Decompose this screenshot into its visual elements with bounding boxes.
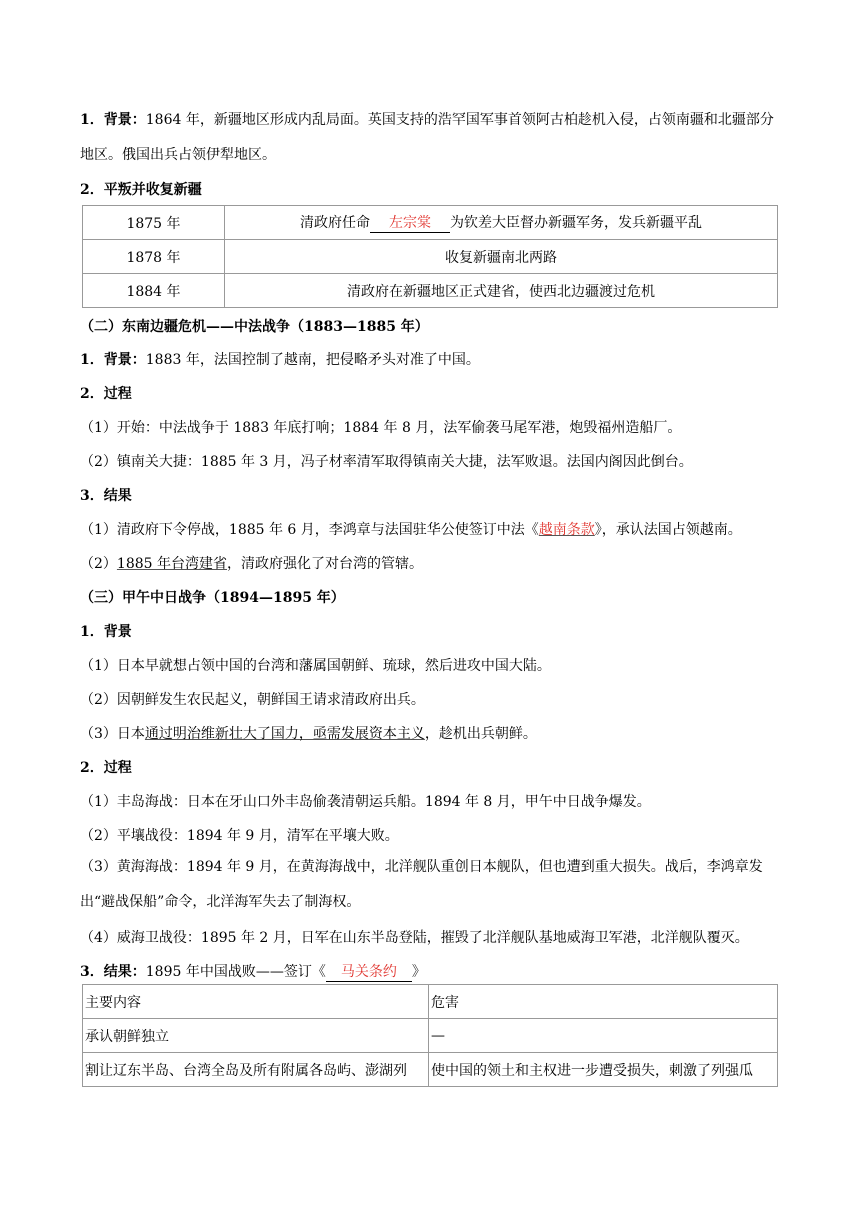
blank-answer: 马关条约 <box>340 964 397 980</box>
paragraph: （2）镇南关大捷：1885 年 3 月，冯子材率清军取得镇南关大捷，法军败退。法国内阁因此倒台。 <box>80 454 693 470</box>
paragraph <box>80 554 780 574</box>
section-heading: 3．结果 <box>80 488 132 504</box>
section-label: 3．结果： <box>80 964 146 980</box>
paragraph-text: 1864 年，新疆地区形成内乱局面。英国支持的浩罕国军事首领阿古柏趁机入侵，占领南疆和北疆部分地区。俄国出兵占领伊犁地区。 <box>80 112 774 163</box>
table-cell-year: 1884 年 <box>83 274 225 308</box>
paragraph: （4）威海卫战役：1895 年 2 月，日军在山东半岛登陆，摧毁了北洋舰队基地威海卫军港，北洋舰队覆灭。 <box>80 930 749 946</box>
table-header-harm: 危害 <box>429 985 778 1019</box>
paragraph-text: （3）日本 <box>80 726 145 742</box>
table-row <box>83 206 778 240</box>
paragraph: （1）丰岛海战：日本在牙山口外丰岛偷袭清朝运兵船。1894 年 8 月，甲午中日战争爆发。 <box>80 794 651 810</box>
xinjiang-background <box>80 103 780 173</box>
paragraph: （1）开始：中法战争于 1883 年底打响；1884 年 8 月，法军偷袭马尾军港，炮毁福州造船厂。 <box>80 420 682 436</box>
section-heading: （二）东南边疆危机——中法战争（1883—1885 年） <box>80 319 429 335</box>
paragraph: （2）平壤战役：1894 年 9 月，清军在平壤大败。 <box>80 828 399 844</box>
paragraph: （3）黄海海战：1894 年 9 月，在黄海海战中，北洋舰队重创日本舰队，但也遭到重大损失。战后，李鸿章发出“避战保船”命令，北洋海军失去了制海权。 <box>80 859 763 910</box>
paragraph: （1）日本早就想占领中国的台湾和藩属国朝鲜、琉球，然后进攻中国大陆。 <box>80 658 551 674</box>
paragraph <box>80 520 780 540</box>
paragraph-text: 1883 年，法国控制了越南，把侵略矛头对准了中国。 <box>145 352 480 368</box>
underlined-text: 通过明治维新壮大了国力，亟需发展资本主义 <box>144 726 425 742</box>
paragraph-text: 》 <box>411 964 426 980</box>
table-cell-event: 清政府在新疆地区正式建省，使西北边疆渡过危机 <box>225 274 778 308</box>
table-row <box>83 1019 778 1053</box>
xinjiang-table <box>82 205 778 308</box>
paragraph-text: 》，承认法国占领越南。 <box>594 522 742 538</box>
underlined-text: 1885 年台湾建省 <box>116 556 228 572</box>
blank-answer: 左宗棠 <box>389 215 431 231</box>
paragraph-text: ，趁机出兵朝鲜。 <box>424 726 537 742</box>
section-heading: （三）甲午中日战争（1894—1895 年） <box>80 590 345 606</box>
table-cell-content: 割让辽东半岛、台湾全岛及所有附属各岛屿、澎湖列 <box>83 1053 429 1087</box>
cell-text: 清政府任命 <box>300 215 370 231</box>
table-cell-harm: 使中国的领土和主权进一步遭受损失，刺激了列强瓜 <box>429 1053 778 1087</box>
table-cell-year: 1878 年 <box>83 240 225 274</box>
section-heading: 2．平叛并收复新疆 <box>80 182 202 198</box>
table-header-row <box>83 985 778 1019</box>
section-label: 1．背景： <box>80 352 146 368</box>
paragraph <box>80 350 780 370</box>
paragraph-text: 1895 年中国战败——签订《 <box>145 964 326 980</box>
table-row <box>83 274 778 308</box>
treaty-table <box>82 984 778 1087</box>
cell-text: 为钦差大臣督办新疆军务，发兵新疆平乱 <box>450 215 702 231</box>
paragraph <box>80 962 780 982</box>
table-row <box>83 240 778 274</box>
paragraph-text: （1）清政府下令停战，1885 年 6 月，李鸿章与法国驻华公使签订中法《 <box>80 522 539 538</box>
paragraph: （2）因朝鲜发生农民起义，朝鲜国王请求清政府出兵。 <box>80 692 425 708</box>
table-cell-event: 收复新疆南北两路 <box>225 240 778 274</box>
table-cell-harm: — <box>429 1019 778 1053</box>
section-heading: 2．过程 <box>80 386 132 402</box>
table-cell-year: 1875 年 <box>83 206 225 240</box>
section-label: 1．背景： <box>80 112 146 128</box>
paragraph-text: （2） <box>80 556 117 572</box>
paragraph-text: ，清政府强化了对台湾的管辖。 <box>227 556 424 572</box>
paragraph <box>80 724 780 744</box>
table-cell-content: 承认朝鲜独立 <box>83 1019 429 1053</box>
table-row <box>83 1053 778 1087</box>
section-heading: 1．背景 <box>80 624 132 640</box>
section-heading: 2．过程 <box>80 760 132 776</box>
table-cell-event <box>225 206 778 240</box>
highlight-text: 越南条款 <box>538 522 595 538</box>
fill-blank <box>370 214 450 233</box>
table-header-content: 主要内容 <box>83 985 429 1019</box>
fill-blank <box>326 963 412 982</box>
